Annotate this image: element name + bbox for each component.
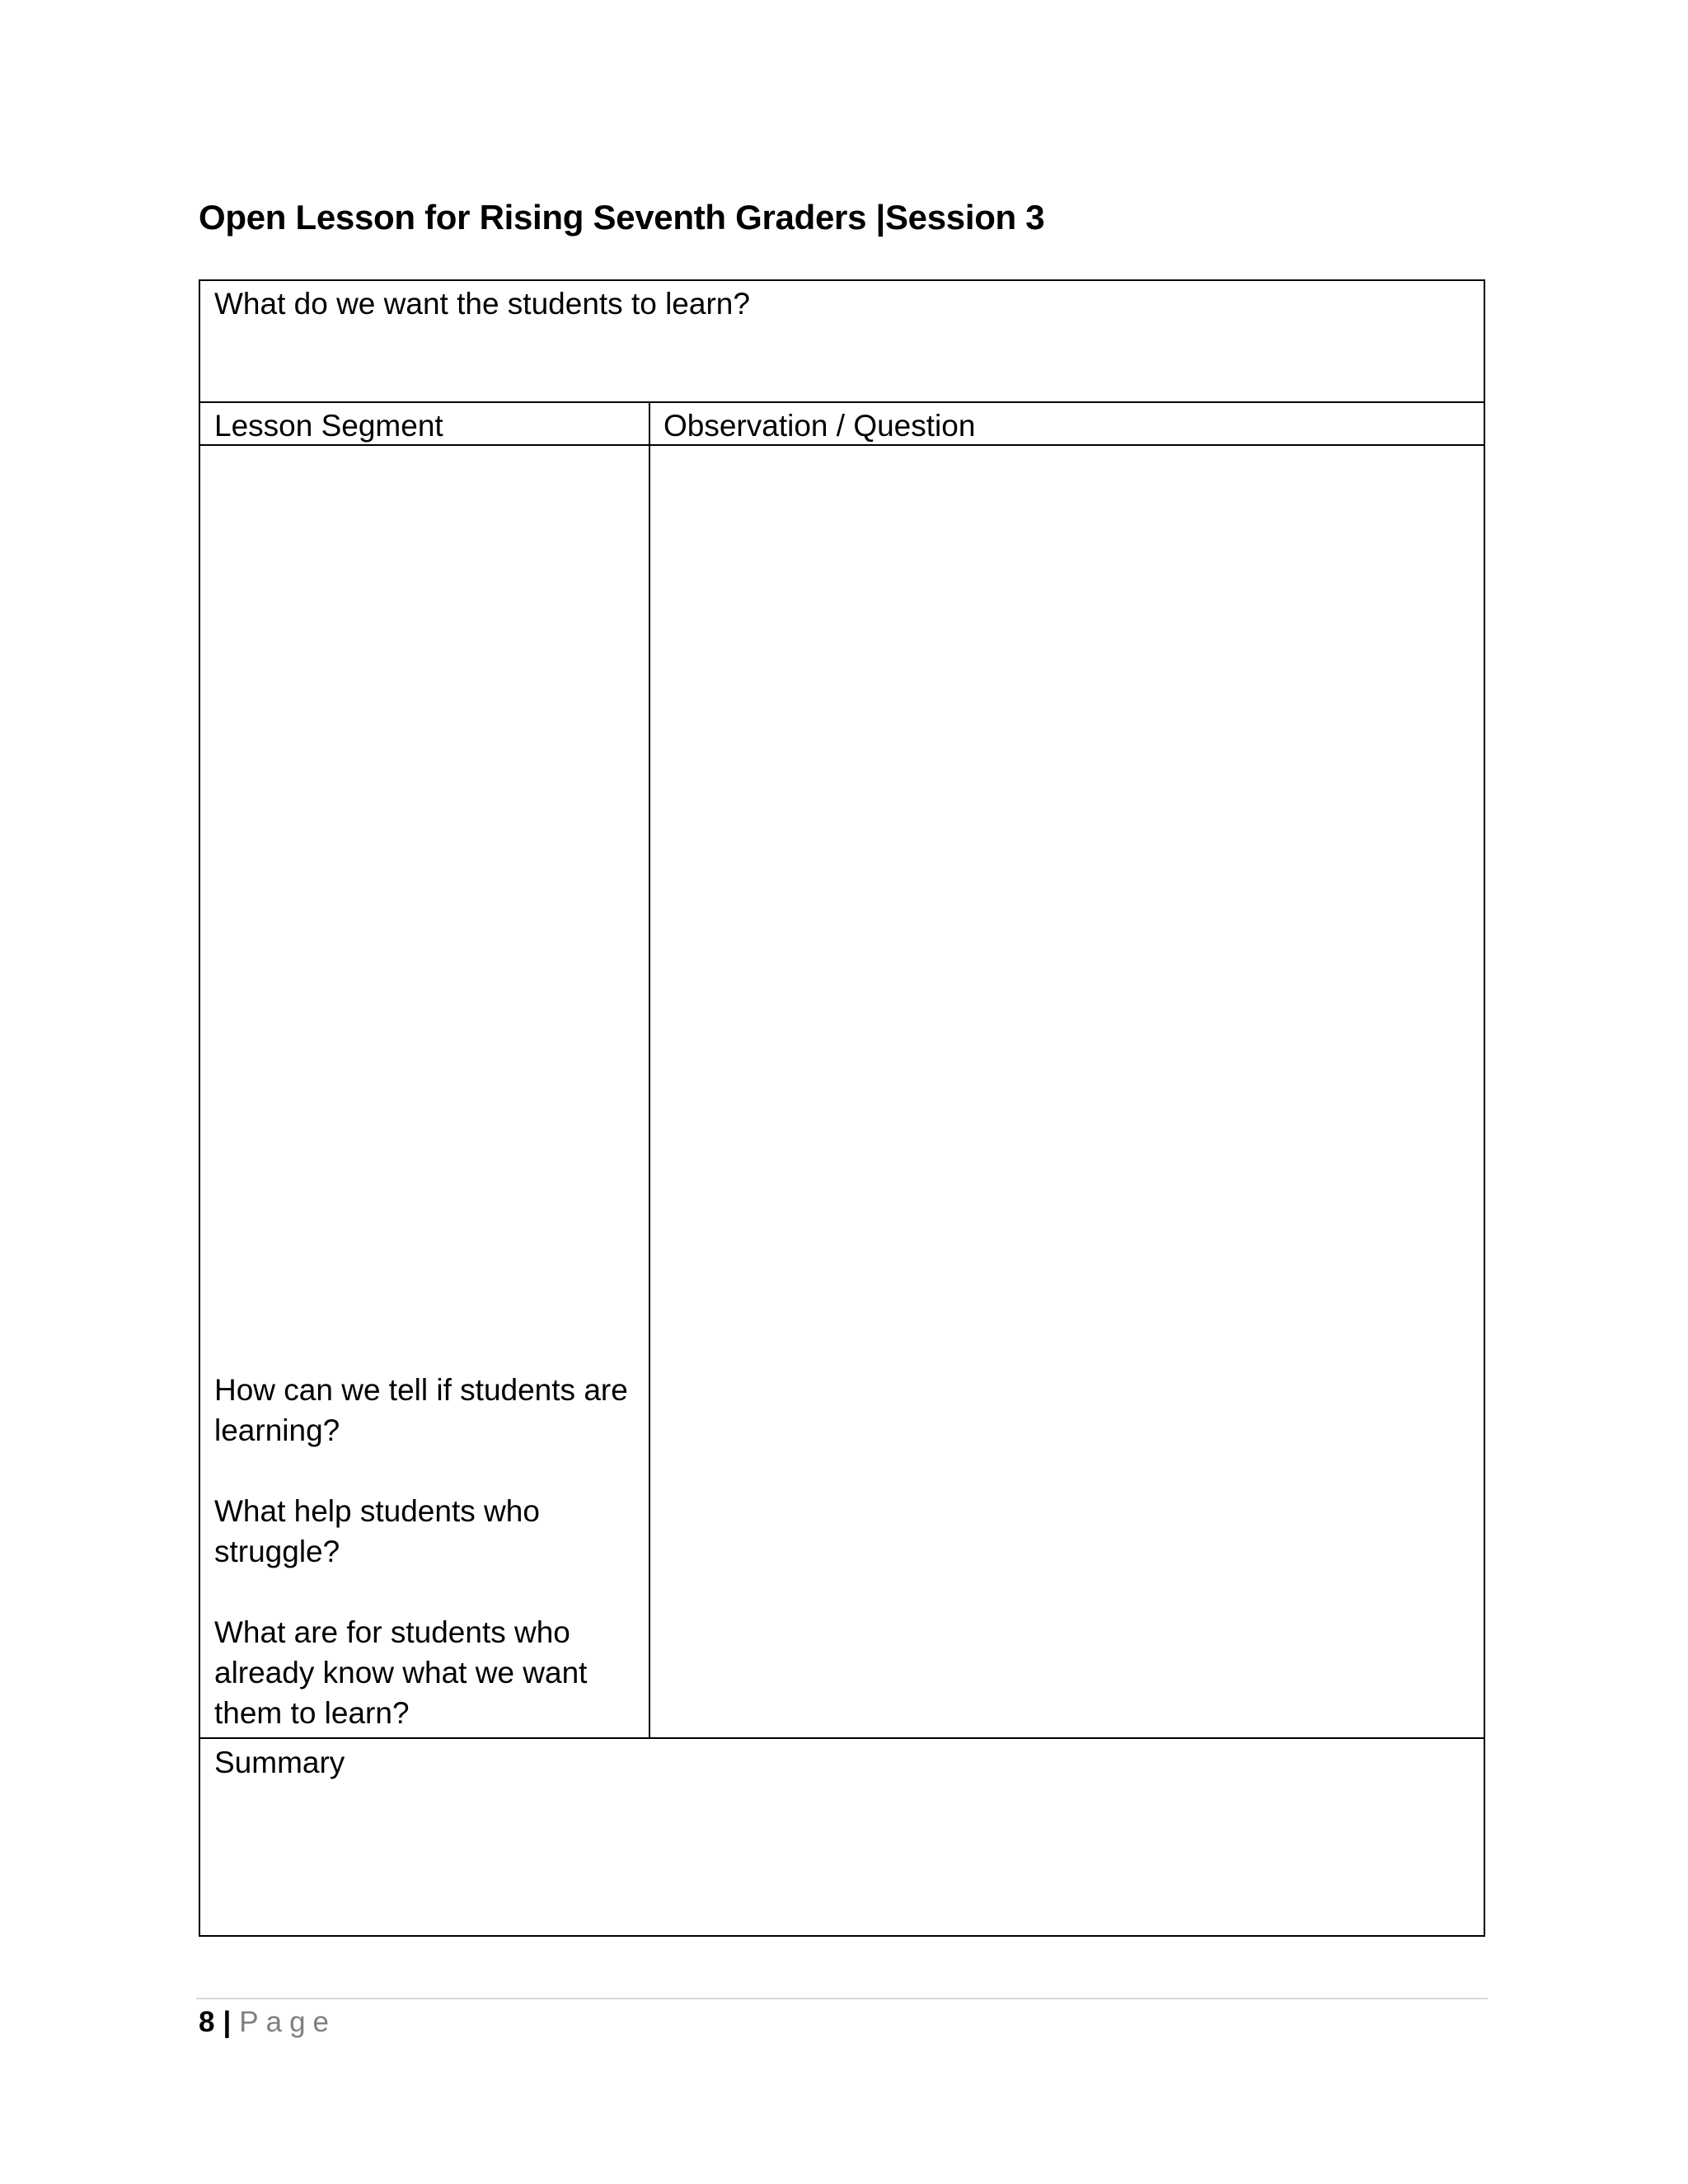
page-label: Page <box>239 2006 337 2038</box>
page-footer <box>199 2006 336 2039</box>
prompt-advanced-students: What are for students who already know what we want them to learn? <box>214 1615 588 1730</box>
lesson-observation-table <box>199 279 1485 1937</box>
observation-question-header: Observation / Question <box>663 409 976 443</box>
row-divider-summary <box>200 1737 1484 1739</box>
learning-goal-label: What do we want the students to learn? <box>214 287 750 321</box>
lesson-segment-header: Lesson Segment <box>214 409 443 443</box>
row-divider-goal <box>200 401 1484 403</box>
summary-label: Summary <box>214 1746 345 1779</box>
row-divider-header <box>200 444 1484 446</box>
page-title: Open Lesson for Rising Seventh Graders |Session 3 <box>199 198 1045 237</box>
column-divider <box>649 401 650 1739</box>
prompt-learning-check: How can we tell if students are learning? <box>214 1373 628 1447</box>
page-number: 8 <box>199 2006 215 2038</box>
segment-prompts <box>214 1370 635 1733</box>
prompt-struggling-students: What help students who struggle? <box>214 1494 540 1568</box>
footer-divider <box>196 1998 1488 1999</box>
footer-separator: | <box>223 2006 232 2038</box>
